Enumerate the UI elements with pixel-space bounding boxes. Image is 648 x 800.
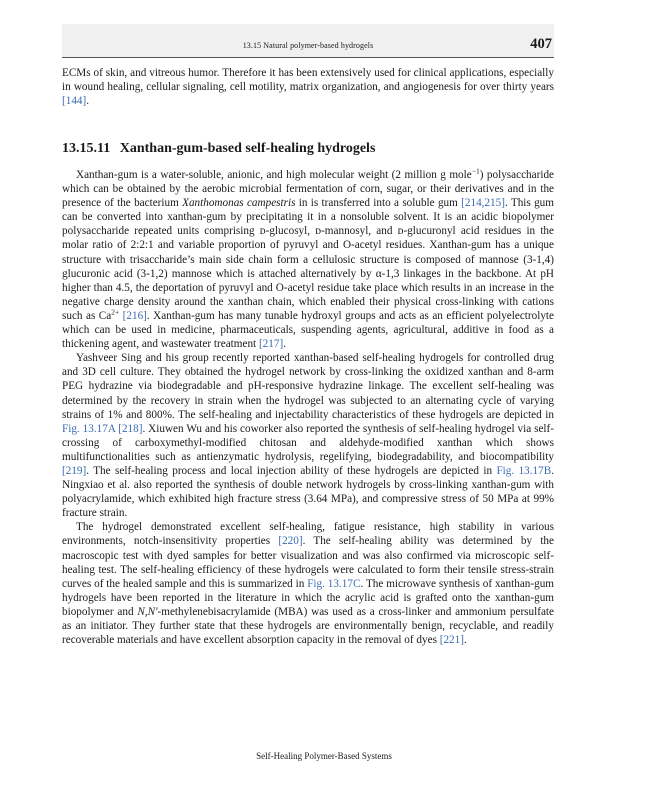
- section-heading: [62, 141, 375, 157]
- superscript: −1: [471, 166, 480, 176]
- figure-link[interactable]: Fig. 13.17C: [307, 577, 361, 590]
- paragraph-2: [62, 351, 554, 520]
- reference-link[interactable]: [220]: [278, 535, 303, 548]
- text-run: Yashveer Sing and his group recently reported xanthan-based self-healing hydrogels for controlled drug and 3D cell culture. They obtained the hydrogel network by cross-linking the oxidized xanthan and 8-arm PEG hydrazine via biodegradable and pH-responsive hydrazine linkage. The excellent self-healing was determined by the recovery in strain when the hydrogel was subjected to an alternating cycle of varying strains of 1% and 800%. The self-healing and injectability characteristics of these hydrogels are depicted in: [62, 352, 554, 421]
- text-run: . The microwave synthesis of xanthan-gum hydrogels have been reported in the literature in which the acrylic acid is grafted onto the xanthan-gum biopolymer and: [62, 577, 554, 618]
- section-title: Xanthan-gum-based self-healing hydrogels: [119, 141, 376, 156]
- text-run: -methylenebisacrylamide (MBA) was used as a cross-linker and ammonium persulfate as an initiator. They further state that these hydrogels are environmentally benign, recyclable, and readily recoverable materials and have excellent absorption capacity in the removal of dyes: [62, 605, 554, 647]
- reference-link[interactable]: [144]: [62, 95, 87, 108]
- text-run: . Ningxiao et al. also reported the synthesis of double network hydrogels by cross-linking xanthan-gum with polyacrylamide, which exhibited high fracture stress (3.64 MPa), and compressive stress of 50 MPa at 99% fracture strain.: [62, 464, 555, 520]
- section-number: 13.15.11: [62, 141, 111, 156]
- intro-paragraph: [62, 66, 554, 108]
- page-header: [62, 24, 554, 58]
- superscript: 2+: [111, 307, 120, 317]
- reference-link[interactable]: [216]: [122, 309, 147, 322]
- text-run: .: [283, 338, 286, 351]
- text-run: .: [463, 634, 467, 647]
- text-run: . This gum can be converted into xanthan-gum by precipitating it in a nonsoluble solvent. It is an acidic biopolymer polysaccharide repeated units comprising ᴅ-glucosyl, ᴅ-mannosyl, and ᴅ-glucuronyl acid residues in the molar ratio of 2:2:1 and variable proportion of pyruvyl and O-acetyl residues. Xanthan-gum has a unique structure with trisaccharide’s main side chain form a cellulosic structure is composed of mannose (3-1,4) glucuronic acid (3-1,2) mannose which is attached alternatively by α-1,3 linkages in the backbone. At pH higher than 4.5, the deportation of pyruvyl and O-acetyl residue take place which results in an increase in the negative charge density around the xanthan chain, which enabled their physical cross-linking with cations such as Ca: [62, 197, 554, 322]
- text-run: ECMs of skin, and vitreous humor. Therefore it has been extensively used for clinical applications, especially in wound healing, cellular signaling, cell motility, matrix organization, and angiogenesis for over thirty years: [62, 67, 554, 94]
- text-run: . Xiuwen Wu and his coworker also reported the synthesis of self-healing hydrogel via self-crossing of carboxymethyl-modified chitosan and aldehyde-modified xanthan which shows multifunctionalities such as antienzymatic hydrolysis, regelifying, biodegradability, and biocompatibility: [62, 422, 554, 463]
- text-run: . The self-healing ability was determined by the macroscopic test with dyed samples for better visualization and was also confirmed via microscopic self-healing test. The self-healing efficiency of these hydrogels were calculated to form their tensile stress-strain curves of the healed sample and this is summarized in: [62, 535, 554, 590]
- page-number: 407: [530, 36, 552, 52]
- paragraph-1: [62, 168, 554, 351]
- figure-link[interactable]: Fig. 13.17A: [62, 422, 116, 435]
- reference-link[interactable]: [217]: [258, 338, 284, 351]
- text-run: The hydrogel demonstrated excellent self-healing, fatigue resistance, high stability in various environments, notch-insensitivity properties: [62, 521, 554, 548]
- chemical-prefix: N,N′: [137, 605, 158, 618]
- reference-link[interactable]: [221]: [439, 634, 464, 647]
- text-run: Xanthan-gum is a water-soluble, anionic, and high molecular weight (2 million g mole: [76, 169, 472, 181]
- text-run: ) polysaccharide which can be obtained by the aerobic microbial fermentation of corn, sugar, or their derivatives and in the presence of the bacterium: [62, 169, 555, 210]
- text-run: . Xanthan-gum has many tunable hydroxyl groups and acts as an efficient polyelectrolyte which can be used in medicine, pharmaceuticals, suspending agents, agricultural, additive in food as a thickening agent, and wastewater treatment: [62, 309, 555, 351]
- paragraph-3: [62, 520, 554, 647]
- reference-link[interactable]: [214,215]: [461, 197, 505, 210]
- reference-link[interactable]: [218]: [118, 422, 143, 435]
- text-run: .: [86, 95, 90, 108]
- figure-link[interactable]: Fig. 13.17B: [496, 464, 552, 477]
- body-text: [62, 168, 554, 647]
- text-run: . The self-healing process and local injection ability of these hydrogels are depicted in: [86, 464, 497, 477]
- page-footer: Self-Healing Polymer-Based Systems: [256, 751, 392, 761]
- running-head: 13.15 Natural polymer-based hydrogels: [242, 41, 374, 50]
- species-name: Xanthomonas campestris: [182, 197, 296, 210]
- reference-link[interactable]: [219]: [62, 464, 87, 477]
- text-run: in is transferred into a soluble gum: [295, 197, 462, 210]
